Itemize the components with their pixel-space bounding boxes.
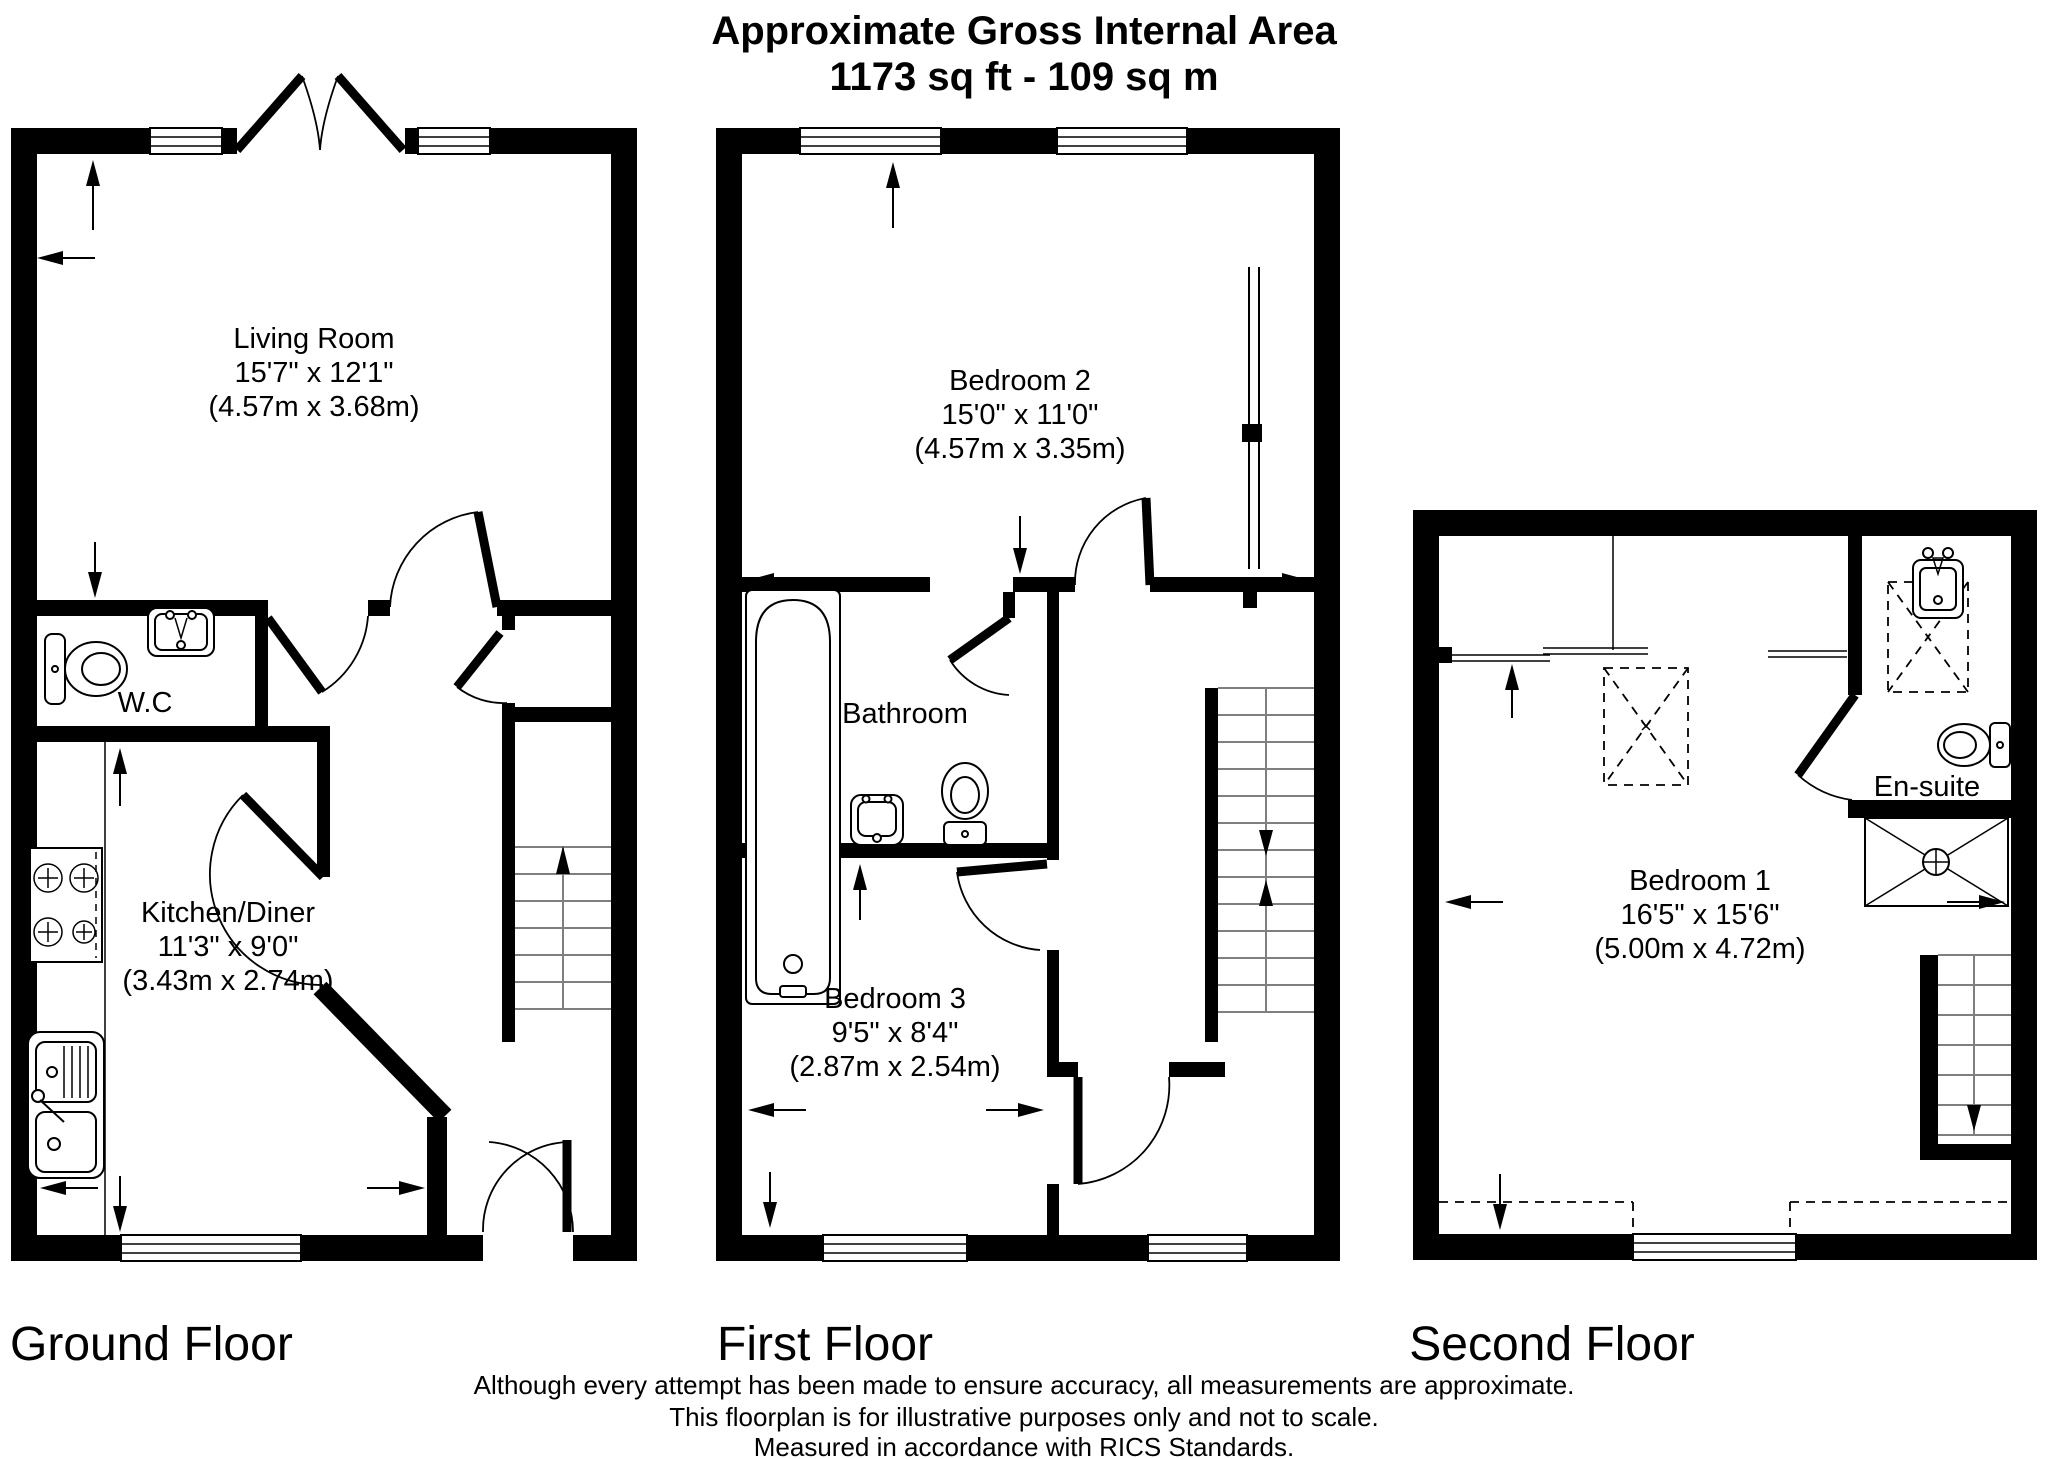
wardrobe-strip	[1242, 267, 1262, 569]
ensuite-sink-icon	[1913, 548, 1963, 618]
front-door	[483, 1140, 573, 1232]
vestibule-door	[457, 633, 507, 703]
bedroom3-name: Bedroom 3	[824, 983, 966, 1015]
ground-diagonal-wall	[320, 988, 445, 1116]
kitchen-sink-icon	[28, 1032, 104, 1178]
window-landing-bottom	[1148, 1235, 1247, 1261]
stairs-down-arrow	[1967, 1105, 1981, 1131]
window-bedroom1-bottom	[1633, 1234, 1796, 1260]
window-bedroom2-top-left	[800, 128, 941, 154]
stove-icon	[30, 848, 102, 962]
footer-line-1: Although every attempt has been made to ensure accuracy, all measurements are approximate.	[473, 1370, 1575, 1400]
shower-tray-icon	[1865, 818, 2008, 906]
second-floor-label: Second Floor	[1409, 1318, 1695, 1371]
wc-label: W.C	[117, 687, 173, 719]
window-living-top-right	[418, 128, 490, 154]
ground-floor-plan	[11, 76, 637, 1261]
rooflight-dashed-box	[1604, 668, 1688, 785]
bathroom-door	[950, 618, 1009, 695]
bedroom2-label	[914, 365, 1125, 465]
staircase-second	[1938, 955, 2011, 1135]
window-bedroom2-top-right	[1057, 128, 1187, 154]
bathtub-icon	[746, 590, 840, 1004]
toilet-icon	[45, 634, 127, 704]
bedroom2-dims-ft: 15'0" x 11'0"	[941, 399, 1099, 431]
window-bedroom3-bottom	[823, 1235, 967, 1261]
floor-labels	[10, 1318, 1695, 1371]
first-floor-label: First Floor	[717, 1318, 933, 1371]
title-line-2: 1173 sq ft - 109 sq m	[829, 55, 1219, 99]
first-floor-plan	[716, 128, 1340, 1261]
kitchen-name: Kitchen/Diner	[140, 897, 316, 929]
footer-line-2: This floorplan is for illustrative purposes only and not to scale.	[669, 1402, 1379, 1432]
living-room-name: Living Room	[233, 323, 395, 355]
living-room-label	[208, 323, 419, 423]
stairs-up-arrow	[556, 846, 570, 874]
footer-disclaimer	[474, 1370, 1575, 1459]
footer-line-3: Measured in accordance with RICS Standards.	[753, 1432, 1295, 1459]
stairs-up-arrow	[1259, 880, 1273, 906]
title-block	[711, 9, 1337, 99]
bedroom1-dims-ft: 16'5" x 15'6"	[1620, 899, 1780, 931]
bedroom3-dims-ft: 9'5" x 8'4"	[831, 1017, 959, 1049]
bedroom1-dims-m: (5.00m x 4.72m)	[1594, 933, 1806, 965]
ensuite-door	[1798, 695, 1855, 800]
bedroom3-dims-m: (2.87m x 2.54m)	[789, 1051, 1001, 1083]
bathroom-toilet-icon	[942, 763, 988, 845]
ensuite-toilet-icon	[1938, 723, 2010, 767]
bedroom2-door	[1075, 498, 1150, 585]
french-doors	[237, 76, 403, 150]
title-line-1: Approximate Gross Internal Area	[711, 9, 1337, 53]
bedroom1-label	[1594, 865, 1805, 965]
staircase-first	[1218, 688, 1314, 1012]
window-living-top-left	[150, 128, 222, 154]
kitchen-dims-ft: 11'3" x 9'0"	[157, 931, 299, 963]
bedroom3-door	[957, 864, 1047, 950]
bathroom-sink-icon	[851, 795, 903, 845]
landing-cupboard-door	[1078, 1077, 1169, 1184]
kitchen-label	[122, 897, 333, 997]
eaves-lines	[1452, 536, 1847, 661]
wc-corridor-door	[268, 616, 368, 692]
living-room-door	[390, 512, 497, 607]
bedroom2-name: Bedroom 2	[949, 365, 1091, 397]
ensuite-label: En-suite	[1873, 771, 1981, 803]
living-room-dims-ft: 15'7" x 12'1"	[234, 357, 394, 389]
window-kitchen-bottom	[121, 1235, 301, 1261]
second-floor-plan	[1413, 510, 2037, 1260]
bedroom2-dims-m: (4.57m x 3.35m)	[914, 433, 1126, 465]
living-room-dims-m: (4.57m x 3.68m)	[208, 391, 420, 423]
kitchen-dims-m: (3.43m x 2.74m)	[122, 965, 334, 997]
bedroom1-name: Bedroom 1	[1629, 865, 1771, 897]
wc-sink-icon	[148, 608, 214, 656]
head-height-dashed-lines	[1439, 1202, 2008, 1234]
bathroom-label: Bathroom	[842, 698, 968, 730]
stairs-down-arrow	[1259, 830, 1273, 856]
ground-floor-label: Ground Floor	[10, 1318, 293, 1371]
staircase-ground	[515, 846, 611, 1009]
